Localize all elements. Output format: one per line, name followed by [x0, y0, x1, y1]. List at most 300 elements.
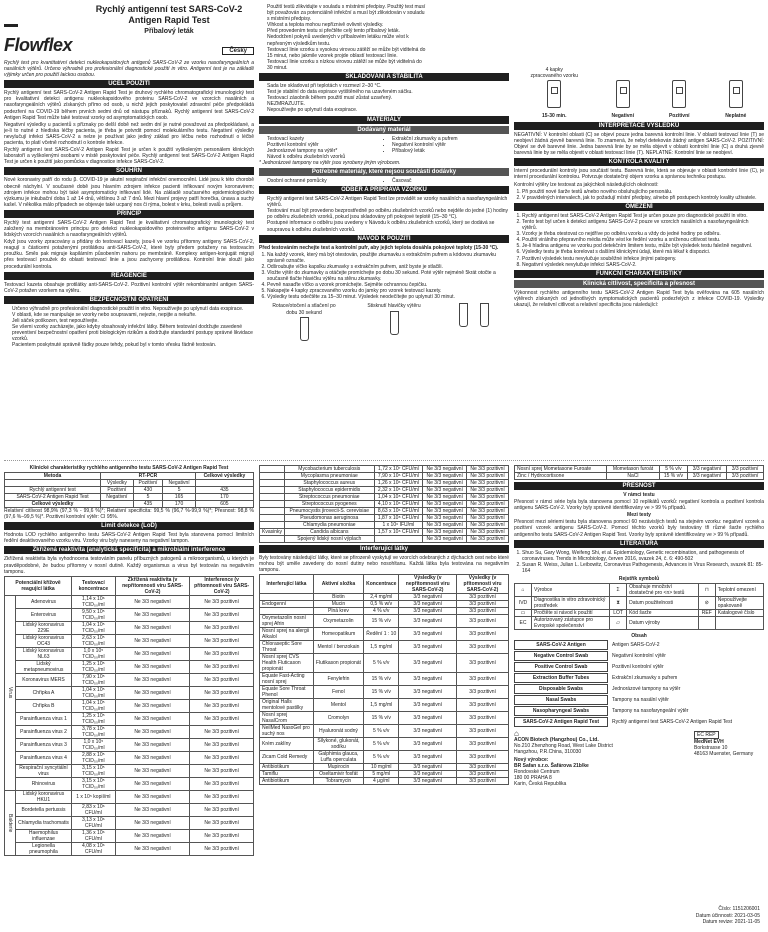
section-quality: KONTROLA KVALITY	[514, 158, 764, 166]
table-cell: 7,90 x 10⁵ TCID₅₀/ml	[72, 673, 116, 686]
table-cell: Ne 3/3 negativní	[423, 494, 467, 501]
contents-item	[514, 684, 764, 694]
table-cell: 3/3 negativní	[399, 594, 457, 601]
group-label	[260, 515, 285, 522]
limitation-item: 7. Pozitivní výsledek testu nevylučuje souběžné infekce jinými patogeny.	[522, 256, 764, 262]
contents-code: Negative Control Swab	[514, 651, 608, 661]
table-cell: 3/3 negativní	[399, 673, 457, 686]
table-cell: Diagnostika in vitro zdravotnický prostředek	[532, 597, 610, 610]
contents-item	[514, 662, 764, 672]
section-materials-provided: Dodávaný materiál	[259, 126, 509, 134]
table-cell: Ne 3/3 negativní	[115, 686, 190, 699]
table-cell: 1,26 x 10⁶ CFU/ml	[374, 480, 423, 487]
storage-item: • Nepoužívejte po uplynutí data exspirace.	[267, 107, 509, 113]
interfering-text: Byly testovány následující látky, které se přirozeně vyskytují ve vzorcích odebraných z dýchacích cest nebo které mohou být uměle zavedeny do nosní dutiny nebo nosohltanu. Každá látka byla testována na negativním tamponu.	[259, 555, 509, 574]
table-row	[260, 601, 509, 608]
group-label	[260, 466, 285, 473]
table-cell: Pseudomonas aeruginosa	[285, 515, 375, 522]
symbols-table	[514, 583, 764, 630]
cross-text: Zkřížená reaktivita byla vyhodnocena testováním panelu příbuzných patogenů a mikroorganismů, u kterých je pravděpodobné, že budou přítomny v nosní dutině. Každý organismus a virus byl testován na negativním tamponu.	[4, 556, 254, 575]
table-cell: Ne 3/3 negativní	[115, 699, 190, 712]
interfering-header: Koncentrace	[364, 575, 399, 594]
table-cell: Sílykoné, glukonát, sodíku	[313, 738, 363, 751]
table-row	[260, 771, 509, 778]
table-cell: Ne 3/3 pozitivní	[190, 777, 254, 790]
use-text-2: Negativní výsledky u pacientů s příznaky po delší době než sedm dní je nutné považovat za předpokládané, a je-li to nutné z hlediska léčby pacienta, je třeba je potvrdit pomocí molekulárního testu. Negativní výsledky nevylučují infekci SARS-CoV-2 a nelze je používat jako jediný základ pro léčbu nebo rozhodnutí o léčbě pacienta, to platí včetně rozhodnutí o kontrole infekce.	[4, 121, 254, 147]
table-cell: Ne 3/3 pozitivní	[190, 738, 254, 751]
section-lod: Limit detekce (LoD)	[4, 522, 254, 530]
table-cell: Cromolyn	[313, 712, 363, 725]
table-cell: Ne 3/3 pozitivní	[190, 608, 254, 621]
precaution-item: • Se všemi vzorky zacházejte, jako kdyby obsahovaly infekční látky. Během testování dodržujte zavedené preventivní bezpečnostní opatření proti biologickým rizikům a dodržujte standardní postupy správné likvidace vzorků.	[12, 324, 254, 342]
table-row	[260, 654, 509, 673]
group-label	[260, 522, 285, 529]
table-row	[5, 487, 254, 494]
table-cell: 1 x 10⁵ kopií/ml	[72, 790, 116, 803]
table-cell: 3/3 pozitivní	[457, 738, 509, 751]
table-cell: Ne 3/3 negativní	[115, 816, 190, 829]
section-reagents: REAGENCIE	[4, 272, 254, 280]
table-cell: Ne 3/3 negativní	[423, 480, 467, 487]
interfering-table-continued	[514, 465, 764, 480]
table-cell: 5 % v/v	[364, 751, 399, 764]
table-cell: Ne 3/3 pozitivní	[190, 816, 254, 829]
table-cell: 4,10 x 10⁶ CFU/ml	[374, 501, 423, 508]
table-cell: 1,25 x 10⁵ TCID₅₀/ml	[72, 712, 116, 725]
date-icon: ▱	[610, 617, 627, 630]
table-cell: Ne 3/3 negativní	[423, 508, 467, 515]
table-row	[515, 617, 764, 630]
table-cell: Ředění 1 : 10	[364, 628, 399, 641]
interfering-header: Výsledky (v přítomnosti viru SARS-CoV-2)	[457, 575, 509, 594]
table-row	[260, 738, 509, 751]
contents-item	[514, 640, 764, 650]
table-cell: 2,4 mg/ml	[364, 594, 399, 601]
table-cell: Ne 3/3 negativní	[115, 764, 190, 777]
table-cell: Ne 3/3 negativní	[423, 473, 467, 480]
flowflex-logo	[4, 4, 84, 56]
required-item: • Časovač	[392, 178, 509, 184]
contents-desc: Tampony na nasální výtěr	[612, 697, 669, 704]
table-cell: 10 mg/ml	[364, 764, 399, 771]
table-cell: Ne 3/3 negativní	[115, 842, 190, 855]
footer	[696, 906, 760, 925]
table-cell	[374, 536, 423, 543]
table-cell: Nepoužívejte opakovaně	[715, 597, 763, 610]
table-cell: 3/3 pozitivní	[457, 628, 509, 641]
table-cell: 1,25 x 10⁵ TCID₅₀/ml	[72, 660, 116, 673]
table-row	[515, 610, 764, 617]
table-row	[260, 686, 509, 699]
table-cell: 3/3 pozitivní	[457, 778, 509, 785]
table-cell: 435	[195, 487, 253, 494]
table-cell: 3/3 pozitivní	[727, 473, 764, 480]
accuracy-sub: Pozitivní	[133, 480, 163, 487]
use-text-3: Rychlý antigenní test SARS-CoV-2 Antigen Rapid Test je určen k použití vyškoleným personálem klinických laboratoří a vyškolenými osobami v místě poskytování péče. Rychlý antigenní test SARS-CoV-2 Antigen Rapid Test je určen k použití jako pomůcka v diagnostice infekce SARS-CoV-2.	[4, 147, 254, 166]
limitation-item: 8. Negativní výsledek nevylučuje infekci SARS-CoV-2.	[522, 262, 764, 268]
table-cell: 5	[163, 487, 196, 494]
sigma-icon: Σ	[610, 584, 627, 597]
table-row	[5, 494, 254, 501]
table-row	[5, 829, 254, 842]
table-cell: 15 % v/v	[364, 615, 399, 628]
manufacturer-address: Hangzhou, P.R.China, 310030	[514, 749, 582, 756]
table-cell: 15 % v/v	[364, 686, 399, 699]
literature-item: 1. Shuo Su, Gary Wong, Weifeng Shi, et al. Epidemiology, Genetic recombination, and pathogenesis of coronaviruses. Trends in Microbiology, červen 2016, svazek 24, č. 6: 490-502	[522, 550, 764, 562]
table-cell: 3/3 pozitivní	[457, 601, 509, 608]
table-cell: 8,63 x 10⁶ CFU/ml	[374, 508, 423, 515]
table-row	[5, 777, 254, 790]
table-cell: 605	[195, 501, 253, 508]
table-cell: 1,0 x 10⁵ TCID₅₀/ml	[72, 738, 116, 751]
table-cell: 3/3 pozitivní	[457, 699, 509, 712]
leaflet-page-2	[4, 460, 764, 929]
table-cell: Haemophilus influenzae	[16, 829, 72, 842]
material-item: • Návod k odběru zkušebních vzorků	[267, 154, 384, 160]
table-cell: NeilMed NasoGel pro suchý nos	[260, 725, 314, 738]
table-cell: 1 x 10⁶ IFU/ml	[374, 522, 423, 529]
table-cell: 3/3 negativní	[399, 608, 457, 615]
required-right	[384, 178, 509, 184]
contents-desc: Extrakční zkumavky s pufrem	[612, 675, 678, 682]
table-cell: 7,90 x 10⁶ CFU/ml	[374, 473, 423, 480]
section-materials-required: Potřebné materiály, které nejsou součástí dodávky	[259, 168, 509, 176]
table-cell: 3/3 negativní	[399, 699, 457, 712]
specimen-item: • Rychlý antigenní test SARS-CoV-2 Antigen Rapid Test lze provádět se vzorky nasálních a nasofaryngeálních výtěrů.	[267, 196, 509, 208]
contents-item	[514, 706, 764, 716]
positive-cassette-icon	[672, 80, 686, 108]
contents-desc: Pozitivní kontrolní výtěr	[612, 664, 664, 671]
table-cell: 2,83 x 10⁶ CFU/ml	[72, 803, 116, 816]
table-row	[5, 712, 254, 725]
table-cell: Ne 3/3 negativní	[423, 487, 467, 494]
table-cell: Ne 3/3 negativní	[115, 829, 190, 842]
table-cell: Ne 3/3 pozitivní	[190, 790, 254, 803]
table-cell: Ne 3/3 pozitivní	[190, 842, 254, 855]
table-cell: Ne 3/3 negativní	[115, 790, 190, 803]
precaution-item: • Určeno výhradně pro profesionální diagnostické použití in vitro. Nepoužívejte po uplynutí data exspirace.	[12, 306, 254, 312]
table-cell: Ne 3/3 negativní	[115, 647, 190, 660]
table-cell: 3/3 negativní	[687, 473, 726, 480]
table-cell: 4 % v/v	[364, 608, 399, 615]
table-row	[5, 686, 254, 699]
intro-text: Rychlý test pro kvantitativní detekci nukleokapsidových antigenů SARS-CoV-2 ze vzorku nasofaryngeálních a nasálních výtěrů. Určeno výhradně pro profesionální diagnostické použití in vitro. Antigenní test je na základě výjimky určen pro použití laickou osobou.	[4, 60, 254, 79]
table-cell: 3/3 pozitivní	[457, 771, 509, 778]
table-cell: Parainfluenza virus 1	[16, 712, 72, 725]
group-label	[260, 473, 285, 480]
table-cell: 1,0 x 10⁵ TCID₅₀/ml	[72, 647, 116, 660]
lod-text: Hodnota LOD rychlého antigenního testu SARS-CoV-2 Antigen Rapid Test byla stanovena pomocí limitních ředění deaktivovaného vzorku viru. Vzorky viru byly naneseny na negativní tampon.	[4, 532, 254, 545]
table-cell: Ne 3/3 negativní	[115, 660, 190, 673]
table-cell: Plná krev	[313, 608, 363, 615]
table-cell: Ne 3/3 pozitivní	[190, 712, 254, 725]
invalid-cassette-icon	[729, 80, 743, 108]
table-cell: Nosní sprej Mometasone Furoate	[515, 466, 607, 473]
table-cell: Mucin	[313, 601, 363, 608]
table-cell: Parainfluenza virus 3	[16, 738, 72, 751]
group-label: Virus	[5, 595, 16, 790]
table-cell: 1,14 x 10⁶ TCID₅₀/ml	[72, 595, 116, 608]
table-row	[5, 842, 254, 855]
table-cell: Kód šarže	[627, 610, 699, 617]
contents-code: Disposable Swabs	[514, 684, 608, 694]
doc-title-3: Příbalový leták	[144, 28, 194, 35]
cross-table-continued	[259, 465, 509, 543]
interpretation-text: NEGATIVNÍ: V kontrolní oblasti (C) se objeví pouze jedna barevná kontrolní linie. V oblasti testovací linie (T) se neobjeví žádná zjevně barevná linie. To znamená, že nebyl detekován žádný antigen SARS-CoV-2. POZITIVNÍ: Objeví se dvě barevné linie. Jedna barevná linie by se měla objevit v oblasti kontrolní linie (C) a druhá zjevně barevná linie by se měla objevit v oblasti testovací linie (T). NEPLATNÉ: Kontrolní linie se neobjeví.	[514, 132, 764, 157]
page1-column-2	[259, 4, 509, 456]
table-cell: Ne 3/3 negativní	[115, 751, 190, 764]
table-row	[260, 725, 509, 738]
limitation-item: 4. Použití virálního přepravního média může vést ke ředění vzorku a sníženou citlivost testu.	[522, 237, 764, 243]
table-cell: 1,5 mg/ml	[364, 699, 399, 712]
table-cell: Fenylefrin	[313, 673, 363, 686]
table-row	[260, 536, 509, 543]
table-cell: Parainfluenza virus 4	[16, 751, 72, 764]
accuracy-notes: Relativní citlivost 98,9% (97,3 % - 99,6 %)*; Relativní specificita: 99,5 % (96,7 %-99,9 %)*; Přesnost: 98,8 % (97,6 %–99,5 %)*. Pozitivní kontrolní výtěr: CI 95%.	[4, 508, 254, 521]
table-cell: 3,78 x 10⁵ TCID₅₀/ml	[72, 725, 116, 738]
no-reuse-icon: ⊘	[698, 597, 715, 610]
table-cell: Fenol	[313, 686, 363, 699]
directions-lead: Před testováním nechejte test a kontrolní pufr, aby jejich teplota dosáhla pokojové teploty (15-30 °C).	[259, 244, 499, 251]
table-cell: 3/3 negativní	[399, 615, 457, 628]
distributor-address: 180 00 PRAHA 8	[514, 775, 552, 782]
table-cell: 3/3 pozitivní	[457, 751, 509, 764]
table-row	[5, 501, 254, 508]
table-cell: Ne 3/3 negativní	[115, 712, 190, 725]
quality-text: Interní procedurální kontroly jsou součástí testu. Barevná linie, která se objevuje v oblasti kontrolní linie (C), je interní procedurální kontrolou. Potvrzuje dostatečný objem vzorku a správnou techniku postupu.	[514, 168, 764, 181]
table-cell: Datum výroby	[627, 617, 699, 630]
table-cell: Tamiflu	[260, 771, 314, 778]
table-cell: Mycoplasma pneumoniae	[285, 473, 375, 480]
table-row	[5, 699, 254, 712]
storage-item: • Test je stabilní do data expirace vytištěného na uzavřeném sáčku.	[267, 89, 509, 95]
specimen-item: • Postupné informace o odběru jsou uvedeny v Návodu k odběru zkušebních vzorků, který se dodává se soupravou k odběru zkušebních vzorků.	[267, 220, 509, 232]
table-row	[515, 584, 764, 597]
table-row	[260, 764, 509, 771]
table-cell: 3/3 pozitivní	[457, 594, 509, 601]
table-cell: Mycobacterium tuberculosis	[285, 466, 375, 473]
section-precision: PŘESNOST	[514, 482, 764, 490]
contents-code: Nasopharyngeal Swabs	[514, 706, 608, 716]
table-cell: 3/3 negativní	[399, 628, 457, 641]
manufacturer-icon: ⌂	[514, 729, 519, 739]
table-cell: 3,15 x 10⁵ TCID₅₀/ml	[72, 764, 116, 777]
ec-rep-icon: EC REP	[694, 731, 719, 739]
table-row	[260, 751, 509, 764]
table-cell: Ne 3/3 pozitivní	[467, 529, 509, 536]
table-cell: Bordetella pertussis	[16, 803, 72, 816]
table-row	[5, 595, 254, 608]
direction-step: 2. Odšroubujte víčko kapslku zkumavky s extrakčním pufrem, aniž byste je stlačili.	[267, 264, 509, 270]
page2-column-2	[259, 465, 509, 929]
contents-item	[514, 717, 764, 727]
table-cell: 5 % v/v	[659, 466, 687, 473]
table-cell: Ne 3/3 negativní	[115, 777, 190, 790]
table-cell: Oxymetazolin	[313, 615, 363, 628]
table-cell: Equate Sore Throat Phenol	[260, 686, 314, 699]
table-cell	[260, 594, 314, 601]
group-label	[260, 487, 285, 494]
quality-item: 2. V pravidelných intervalech, jak to požadují místní předpisy, a/nebo při postupech kontroly kvality uživatele.	[522, 195, 764, 201]
table-cell: Ne 3/3 negativní	[115, 608, 190, 621]
table-cell	[101, 501, 134, 508]
directions-list	[259, 252, 509, 301]
table-cell: 3/3 negativní	[399, 641, 457, 654]
table-cell: Negativní	[101, 494, 134, 501]
precaution-item: • Jeli sáček poškozen, test nepoužívejte.	[12, 318, 254, 324]
fig-label-rotate: Rotace/otočení a stlačení po dobu 30 sekund	[272, 303, 336, 316]
accuracy-sub	[5, 480, 101, 487]
table-cell: Lidský metapneumovirus	[16, 660, 72, 673]
contents-item	[514, 695, 764, 705]
quality-text-2: Kontrolní výtěry lze testovat za jakýchkoli následujících okolností:	[514, 181, 659, 188]
table-cell: NaCl	[607, 473, 660, 480]
table-row	[260, 529, 509, 536]
group-label	[260, 494, 285, 501]
table-cell: Katalogové číslo	[715, 610, 763, 617]
table-cell: 3,15 x 10⁵ TCID₅₀/ml	[72, 777, 116, 790]
rep-address: Borkstrasse 10	[694, 745, 728, 752]
table-cell: 5 % v/v	[364, 725, 399, 738]
logo-text: Flowflex	[4, 35, 73, 55]
section-interfering: Interferující látky	[259, 545, 509, 553]
ivd-icon: IVD	[515, 597, 532, 610]
table-cell: Ne 3/3 pozitivní	[467, 536, 509, 543]
table-cell: Krém zaklíny	[260, 738, 314, 751]
manufacturer-address: No.210 Zhenzhong Road, West Lake District	[514, 743, 613, 750]
storage-item: • Testovací zásobník během použití musí zůstat uzavřený.	[267, 95, 509, 101]
table-cell: Ne 3/3 pozitivní	[467, 501, 509, 508]
table-cell: Mentol	[313, 699, 363, 712]
table-cell: 1,04 x 10⁸ CFU/ml	[374, 494, 423, 501]
specimen-item: • Testování musí být provedeno bezprostředně po odběru zkušebních vzorků nebo nejdéle do jedné (1) hodiny po odběru zkušebních vzorků, pokud jsou skladovány při pokojové teplotě (15–30 °C).	[267, 208, 509, 220]
contents-desc: Tampony na nasofaryngeální výtěr	[612, 708, 689, 715]
distributor-label: Nový výrobce:	[514, 757, 549, 764]
table-cell: Zinc / Hydrocortisone	[515, 473, 607, 480]
material-item: • Extrakční zkumavky a pufrem	[392, 136, 509, 142]
table-cell: Enterovirus	[16, 608, 72, 621]
group-label	[260, 536, 285, 543]
section-materials: MATERIÁLY	[259, 116, 509, 124]
table-cell: Celkové výsledky	[5, 501, 101, 508]
table-cell: Ne 3/3 negativní	[115, 738, 190, 751]
table-cell: Pročtěte si návod k použití	[532, 610, 610, 617]
table-cell: Teplotní omezení	[715, 584, 763, 597]
table-cell: Nosní sprej CVS Health Fluticason propionát	[260, 654, 314, 673]
table-row	[260, 473, 509, 480]
interfering-header: Interferující látka	[260, 575, 314, 594]
manufacturer-name: ACON Biotech (Hangzhou) Co., Ltd.	[514, 737, 599, 744]
rep-address: 48163 Muenster, Germany	[694, 751, 754, 758]
contents-code: Nasal Swabs	[514, 695, 608, 705]
bullet-item: • Testovací linie vzorku s nízkou virovou zátěží se může být viditelná do 30 minut.	[267, 59, 427, 71]
doc-title-2: Antigen Rapid Test	[128, 15, 210, 25]
interfering-table	[259, 574, 509, 785]
fig-label-positive: Pozitivní	[668, 112, 690, 119]
result-figure	[514, 4, 764, 120]
distributor-address: Rondovské Centrum	[514, 769, 560, 776]
table-cell: Ne 3/3 negativní	[115, 725, 190, 738]
table-row	[5, 634, 254, 647]
table-cell: Streptococcus pneumoniae	[285, 494, 375, 501]
table-cell: 1,72 x 10⁷ CFU/ml	[374, 466, 423, 473]
page1-column-1	[4, 4, 254, 456]
table-cell: Ne 3/3 pozitivní	[190, 725, 254, 738]
table-cell: Ne 3/3 pozitivní	[467, 494, 509, 501]
table-cell: Endogenní	[260, 601, 314, 608]
table-cell: Autorizovaný zástupce pro Evropské společenství	[532, 617, 610, 630]
section-principle: PRINCIP	[4, 210, 254, 218]
language-label: Česky	[222, 47, 254, 55]
table-cell: Ne 3/3 negativní	[423, 515, 467, 522]
table-row	[515, 597, 764, 610]
quality-list	[514, 189, 764, 201]
table-cell: 3/3 negativní	[399, 738, 457, 751]
effective-date: Datum účinnosti: 2021-03-05	[695, 912, 760, 919]
table-cell: Original Halls mentolové pastilky	[260, 699, 314, 712]
interfering-header: Aktivní složka	[313, 575, 363, 594]
table-cell: Ne 3/3 pozitivní	[467, 508, 509, 515]
table-cell: 1,04 x 10⁵ TCID₅₀/ml	[72, 621, 116, 634]
precautions-list	[4, 306, 254, 349]
table-cell: Ne 3/3 pozitivní	[467, 522, 509, 529]
revision-date: Datum revize: 2021-11-05	[702, 918, 760, 925]
materials-left	[259, 136, 384, 160]
table-cell: 3/3 pozitivní	[457, 725, 509, 738]
table-cell: 3/3 pozitivní	[457, 654, 509, 673]
table-cell: 4 μg/ml	[364, 778, 399, 785]
table-cell: Spojený lidský nosní výplach	[285, 536, 375, 543]
table-cell: Ne 3/3 negativní	[423, 536, 467, 543]
fig-label-squeeze: Stisknutí hlavičky výtěru	[367, 303, 421, 310]
table-row	[515, 466, 764, 473]
table-cell: Ne 3/3 pozitivní	[190, 751, 254, 764]
contents-desc: Rychlý antigenní test SARS-CoV-2 Antigen Rapid Test	[612, 719, 732, 726]
table-cell: 5 % v/v	[364, 654, 399, 673]
table-cell: 15 % v/v	[364, 673, 399, 686]
table-cell: 3/3 pozitivní	[457, 673, 509, 686]
ec-rep-icon: EC	[515, 617, 532, 630]
section-specimen: ODBĚR A PŘÍPRAVA VZORKU	[259, 186, 509, 194]
table-cell: Ne 3/3 negativní	[115, 621, 190, 634]
table-row	[5, 790, 254, 803]
fig-label-time: 15-30 min.	[542, 112, 567, 119]
table-cell: 3/3 negativní	[399, 771, 457, 778]
section-summary: SOUHRN	[4, 167, 254, 175]
within-run-text: Přesnost v rámci série byla byla stanovena pomocí 10 replikátů vzorků: negativní kontrola a pozitivní kontrola antigenu SARS-CoV-2. Vzorky byly správně identifikovány ve > 99 % případů.	[514, 499, 764, 512]
table-row	[260, 699, 509, 712]
table-row	[5, 621, 254, 634]
table-cell: 3/3 pozitivní	[457, 712, 509, 725]
table-row	[260, 628, 509, 641]
table-row	[260, 515, 509, 522]
required-left	[259, 178, 384, 184]
cross-table	[4, 576, 254, 856]
table-cell: Ne 3/3 pozitivní	[190, 699, 254, 712]
bullet-item: • Vlhkost a teplota mohou nepříznivě ovlivnit výsledky.	[267, 22, 427, 28]
rep-name: MedNet EVH	[694, 739, 724, 746]
accuracy-header: Celkové výsledky	[195, 473, 253, 480]
table-cell: Antibiotikum	[260, 778, 314, 785]
bullet-item: • Před provedením testu si přečtěte celý tento příbalový leták. Nedodržení pokynů uvedených v příbalovém letáku může vést k nepřesným výsledkům testu.	[267, 28, 427, 46]
table-cell: Ne 3/3 pozitivní	[467, 515, 509, 522]
limitation-item: 2. Tento test byl určen k detekci antigenu SARS-CoV-2 pouze ve vzorcích nasálních a nasofaryngeálních výtěrů.	[522, 219, 764, 231]
table-cell: 3/3 pozitivní	[457, 615, 509, 628]
table-cell: 5 mg/ml	[364, 771, 399, 778]
group-label	[260, 508, 285, 515]
table-cell: Equate Fast-Acting nosní sprej	[260, 673, 314, 686]
empty-cell	[715, 617, 763, 630]
